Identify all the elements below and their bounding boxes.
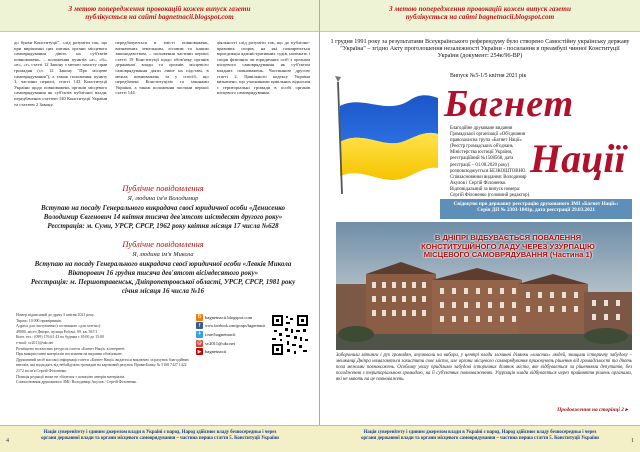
masthead-title-1: Багнет bbox=[444, 83, 575, 125]
right-banner-line2: публікується на сайті bagnetnacii.blogspot.com bbox=[405, 13, 555, 21]
article-body: Заборонили мітинги і рух громадян, анулювали на вибори, у центрі влади злочинні ділянки «власних» людей, знищили історичну забудову – мешканці Дніпра намагаються захистити своє місто, але органи місцевого самоврядування приховують рішення від громадськості та діють поза межами повноважень. Особливу увагу приділимо забудові історичних ділянок міста, яке відбувається за рішеннями депутатів, без погодження з територіальною громадою, на її суб'єктних повноваженнях. Узурпація влади відбувається через прийняття рішень органами, які не мають на це повноважень. bbox=[336, 353, 632, 383]
contact-blogger[interactable] bbox=[196, 313, 262, 322]
youtube-icon: ▶ bbox=[197, 348, 202, 355]
issue-number: Випуск №5-1/5 квітня 2021 рік bbox=[450, 73, 527, 79]
footer-line: Нація суверенітету і єдиним джерелом влади в Україні є народ. Народ здійснює владу безпосередньо і через bbox=[363, 430, 597, 435]
article-columns bbox=[14, 40, 310, 176]
notice-registration: Реєстрація: м. Суми, УРСР, СРСР, 1962 року квітня місяця 17 числа №628 bbox=[47, 221, 279, 230]
masthead-title-2: Нації bbox=[530, 136, 626, 181]
qr-code-icon[interactable] bbox=[270, 313, 310, 357]
notice-text: Володимир Євгенович 14 квітня тисяча дев'ятсот шістдесят другого року» bbox=[43, 212, 283, 221]
imprint-line: Позиція редакції може не збігатися з позицією авторів матеріалів. bbox=[16, 374, 126, 379]
left-footer bbox=[0, 425, 320, 452]
telegram-icon: ✈ bbox=[197, 331, 202, 338]
imprint-line: Співзасновник друкованого ЗМІ: Володимир Акулов / Сергій Філоненко. bbox=[16, 380, 138, 385]
notice-registration: Реєстрація: м. Першотравенськ, Дніпропетровської області, УРСР, СРСР, 1981 року bbox=[30, 277, 296, 286]
imprint-block bbox=[16, 313, 192, 386]
footer-line: Нація суверенітету і єдиним джерелом влади в Україні є народ. Народ здійснює владу безпосередньо і через bbox=[43, 430, 277, 435]
imprint-line: Друкований засіб масової інформації газети «Багнет Нації» видається виключно за рахунок благодійних внесків, які надходять від небайдужих громадян на картковий рахунок ПриватБанку № 5168 7427 1422 2172 на ім'я Сергій Філоненко. bbox=[16, 357, 189, 373]
imprint-line: Розміщено на власних ресурсах газети «Багнет Нації» в інтернеті. bbox=[16, 346, 126, 351]
blogger-icon: B bbox=[197, 314, 202, 321]
public-notice-1 bbox=[20, 184, 306, 231]
footer-line: органи державної влади та органи місцевого самоврядування – частина перша стаття 5. Конституції України bbox=[41, 436, 279, 442]
continue-link[interactable]: Продовження на сторінці 2 ▸ bbox=[557, 407, 628, 413]
notice-heading: Публічне повідомлення bbox=[122, 184, 204, 193]
facebook-icon: f bbox=[196, 322, 203, 329]
left-banner bbox=[0, 0, 319, 32]
contact-links bbox=[196, 313, 266, 356]
cert-line: Свідоцтво про державну реєстрацію друкованого ЗМІ «Багнет Нації»: bbox=[453, 201, 619, 207]
registration-certificate bbox=[440, 199, 632, 219]
imprint-line: 49000, місто Дніпро, вулиця Робоча, 69, кв. 367/1 bbox=[16, 329, 98, 334]
page-number: 1 bbox=[631, 438, 634, 444]
notice-registration: січня місяця 16 числа №16 bbox=[121, 286, 205, 295]
contact-youtube[interactable] bbox=[196, 347, 262, 356]
imprint-line: Тираж: 10 000 примірників. bbox=[16, 318, 62, 323]
contact-facebook[interactable] bbox=[196, 322, 266, 331]
page-number: 4 bbox=[6, 438, 9, 444]
imprint-line: e-mail: sv2011@ukr.net bbox=[16, 340, 54, 345]
imprint-line: Конт. тел.: (099) 176 61 43 по будням з 10:00 до 15:00 bbox=[16, 335, 105, 340]
bayonet-flag-icon bbox=[332, 76, 442, 196]
right-banner-line1: З метою попередження провокацій кожен випуск газети bbox=[389, 5, 571, 13]
imprint-line: При використанні матеріалів посилання на видання обов'язкове. bbox=[16, 352, 123, 357]
right-page bbox=[320, 0, 640, 452]
right-banner bbox=[320, 0, 640, 32]
right-footer bbox=[320, 425, 640, 452]
contact-label: t.me/bagnetnacii bbox=[205, 331, 236, 337]
contact-label: bagnetnacii.blogspot.com bbox=[205, 314, 253, 320]
public-notice-2 bbox=[20, 240, 306, 296]
contact-label: bagnetnacii bbox=[205, 349, 227, 355]
intro-text: 1 грудня 1991 року за результатами Всеукраїнського референдуму було створено Самостійну українську державу "Україна" – згідно Акту проголошення незалежності України - посилання в преамбулі чинної Конституції України (документ: 254к/96-ВР) bbox=[330, 38, 630, 60]
contact-telegram[interactable] bbox=[196, 330, 262, 339]
article-headline: В ДНІПРІ ВІДБУВАЄТЬСЯ ПОВАЛЕННЯ КОНСТИТУЦІЙНОГО ЛАДУ ЧЕРЕЗ УЗУРПАЦІЮ МІСЦЕВОГО САМОВРЯДУВАННЯ (Частина 1) bbox=[421, 233, 595, 260]
notice-text: Вікторович 16 грудня тисяча дев'ятсот вісімдесятого року» bbox=[67, 268, 259, 277]
notice-heading: Публічне повідомлення bbox=[122, 240, 204, 249]
imprint-line: Номер підписаний до друку 5 квітня 2021 року. bbox=[16, 313, 95, 317]
footer-line: органи державної влади та органи місцевого самоврядування – частина перша стаття 5. Конституції України bbox=[361, 436, 599, 442]
notice-text: Вступаю на посаду Генерального викрадача своєї юридичної особи «Денисенко bbox=[41, 203, 285, 212]
email-icon: @ bbox=[197, 340, 202, 347]
left-banner-line2: публікується на сайті bagnetnacii.blogspot.com bbox=[85, 13, 234, 21]
publisher-info: Благодійне друковане видання Громадської організації «Об'єднання правозахисна група «Багнет Нації» (Реєстр громадських об'єднань Міністерства юстиції України, реєстраційний №1508568, дата реєстрації – 01.08.2020 року) розповсюджується БЕЗКОШТОВНО. Співзасновники видання: Володимир Акулов і Сергій Філоненко. Відповідальний за випуск номера: Сергій Філоненко (головний редактор). bbox=[450, 126, 531, 199]
left-banner-line1: З метою попередження провокацій кожен випуск газети bbox=[68, 5, 251, 13]
imprint-line: Адреса для листування (з позначкою «для газети»): bbox=[16, 324, 102, 329]
contact-label: sv2011@ukr.net bbox=[205, 340, 235, 346]
article-column-2: передбачуються в змісті повноважень, визначених земельним, лісовим та іншим законодавством, – положення частини першої статті 19 Конституції щодо обов'язку органів державної влади та органів місцевого самоврядування діяти лише на підставі, в межах повноважень та у спосіб, що передбачені Конституцією та законами України, а також положення частини першої статті 144. bbox=[115, 40, 209, 96]
contact-email[interactable] bbox=[196, 339, 262, 348]
cert-line: Серія ДП № 2303-1041р, дата реєстрації 29.03.2021 bbox=[477, 207, 595, 214]
article-column-1: до букви Конституції", слід розуміти так, що при вирішенні цих питань органи місцевого самоврядування діють на суб'єктів повноважень. – положення пунктів «а», «б», «в», «г» статті 12 Закону з метою захисту прав громадян (ст. 12 Закону "Про місцеве самоврядування"), а також положення пункту 1, частини першої, статті 143 Конституції України щодо повноважень органів місцевого самоврядування як суб'єктів публічної влади, передбачених статтею 140 Конституції України та статтею 2 Закону. bbox=[14, 40, 108, 107]
notice-text: Вступаю на посаду Генерального викрадача своєї юридичної особи «Левків Микола bbox=[34, 259, 292, 268]
notice-name: Я, людина ім'я Володимир bbox=[127, 195, 199, 202]
article-column-3: діяльності слід розуміти так, що до публічно-правових спорів, на які поширюється юрисдикція адміністративних судів, належать і спори фізичних чи юридичних осіб з органом місцевого самоврядування як суб'єктом владних повноважень. Частинною другою статті 2, Цивільного кодексу України визначено, що учасниками цивільних відносин є територіальні громади в особі органів місцевого самоврядування. bbox=[216, 40, 310, 96]
contact-label: www.facebook.com/groups/bagnetnacii bbox=[205, 323, 266, 328]
notice-name: Я, людина ім'я Микола bbox=[132, 251, 194, 258]
